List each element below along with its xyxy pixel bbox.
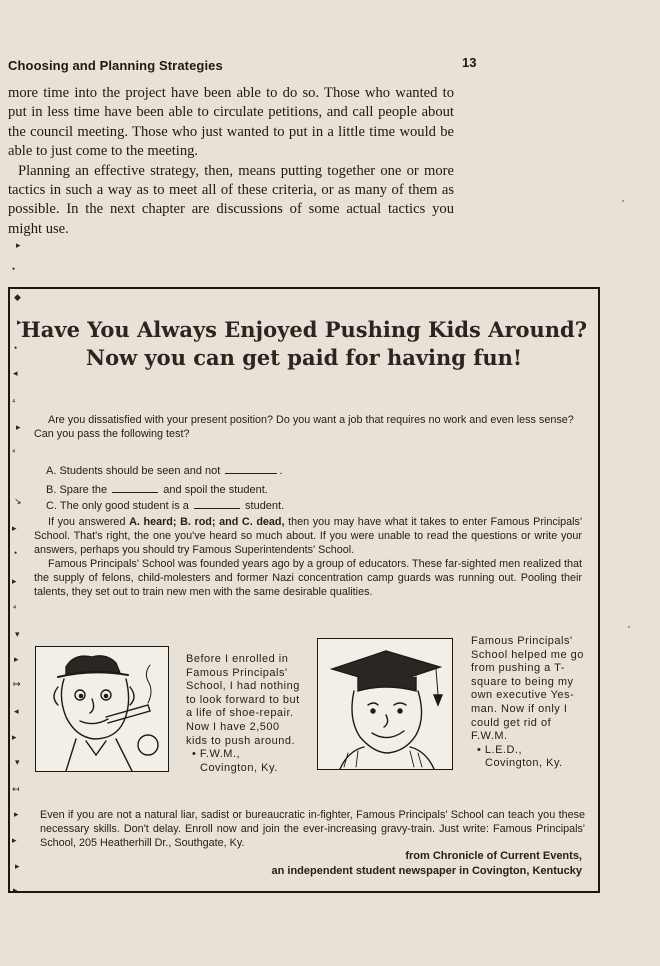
- testimonial-location: Covington, Ky.: [200, 761, 278, 774]
- test-question-a: [46, 463, 282, 478]
- test-question-b-end: and spoil the student.: [163, 484, 268, 496]
- ad-intro: Are you dissatisfied with your present position? Do you want a job that requires no work and even less sense? Can you pass the following test?: [34, 414, 574, 440]
- test-question-c-text: C. The only good student is a: [46, 500, 189, 512]
- testimonial-text: Before I enrolled in Famous Principals' School, I had nothing to look forward to but a life of shoe-repair. Now I have 2,500 kids to push around.: [186, 653, 300, 747]
- body-text: [8, 84, 454, 239]
- paragraph-1: more time into the project have been able to do so. Those who wanted to put in less time have been able to circulate petitions, and call people about the council meeting. Those who just wanted to put in a little time would be able to just come to the meeting.: [8, 85, 454, 160]
- answers-rest: then you may have what it takes to enter Famous Principals' School. That's right, the one you've heard so much about. If you were unable to read the questions or write your answers, perhaps you should try Famous Superintendents' School.: [34, 516, 583, 556]
- scan-speck: [622, 200, 624, 202]
- test-question-b-text: B. Spare the: [46, 484, 108, 496]
- cartoon-graduate-drawing: [318, 639, 452, 769]
- testimonial-location: Covington, Ky.: [485, 757, 563, 770]
- test-question-c: [46, 498, 284, 513]
- source-credit: from Chronicle of Current Events,: [405, 850, 582, 862]
- margin-scan-marks: ▸ • ◆ ▸ • ◂ ⁴ ▸ ⁴ ↘ ▸ • ▸ ⁴ ▾ ▸ ↦ ◂ ▸ ▾ ↤ ▸ ▸ ▸ ▸: [12, 240, 22, 895]
- ad-headline: Have You Always Enjoyed Pushing Kids Around?: [20, 317, 588, 342]
- ad-subheadline: Now you can get paid for having fun!: [85, 345, 523, 370]
- answers-paragraph: [34, 515, 582, 557]
- test-question-b: [46, 482, 268, 497]
- cartoon-graduate-icon: [317, 638, 453, 770]
- ad-closing: Even if you are not a natural liar, sadist or bureaucratic in-fighter, Famous Principals' School can teach you these necessary skills. Don't delay. Enroll now and join the ever-increasing gravy-train. Just write: Famous Principals' School, 205 Heatherhill Dr., Southgate, Ky.: [40, 809, 585, 849]
- test-question-c-end: student.: [245, 500, 285, 512]
- running-head: Choosing and Planning Strategies: [8, 58, 223, 73]
- answers-key: A. heard; B. rod; and C. dead,: [129, 516, 285, 528]
- test-question-a-text: A. Students should be seen and not: [46, 465, 221, 477]
- test-question-a-end: .: [279, 465, 283, 477]
- page-number: 13: [462, 55, 477, 70]
- ad-answers: [34, 515, 582, 599]
- advertisement-box: [8, 287, 600, 893]
- testimonial-led: [471, 635, 585, 771]
- testimonial-fwm: [186, 653, 302, 775]
- history-paragraph: Famous Principals' School was founded years ago by a group of educators. These far-sighted men realized that the supply of felons, child-molesters and former Nazi concentration camp guards was running out. Pooling their talents, they set out to train new men with the same desirable qualities.: [34, 558, 582, 598]
- source-credit-detail: an independent student newspaper in Covington, Kentucky: [271, 865, 582, 877]
- paragraph-2: Planning an effective strategy, then, means putting together one or more tactics in such a way as to meet all of these criteria, or as many of them as possible. In the next chapter are discussions of some actual tactics you might use.: [8, 162, 454, 237]
- answer-blank: [112, 482, 158, 493]
- testimonial-signature: • F.W.M.,: [192, 748, 241, 761]
- testimonial-signature: • L.E.D.,: [477, 743, 523, 756]
- answers-lead: If you answered: [48, 516, 126, 528]
- cartoon-man-drawing: [36, 647, 168, 771]
- cartoon-man-with-cigar-icon: [35, 646, 169, 772]
- testimonial-text: Famous Principals' School helped me go from pushing a T-square to being my own executive Yes-man. Now if only I could get rid of F.W.M.: [471, 635, 584, 743]
- answer-blank: [194, 498, 240, 509]
- scan-speck: [628, 626, 630, 628]
- answer-blank: [225, 463, 277, 474]
